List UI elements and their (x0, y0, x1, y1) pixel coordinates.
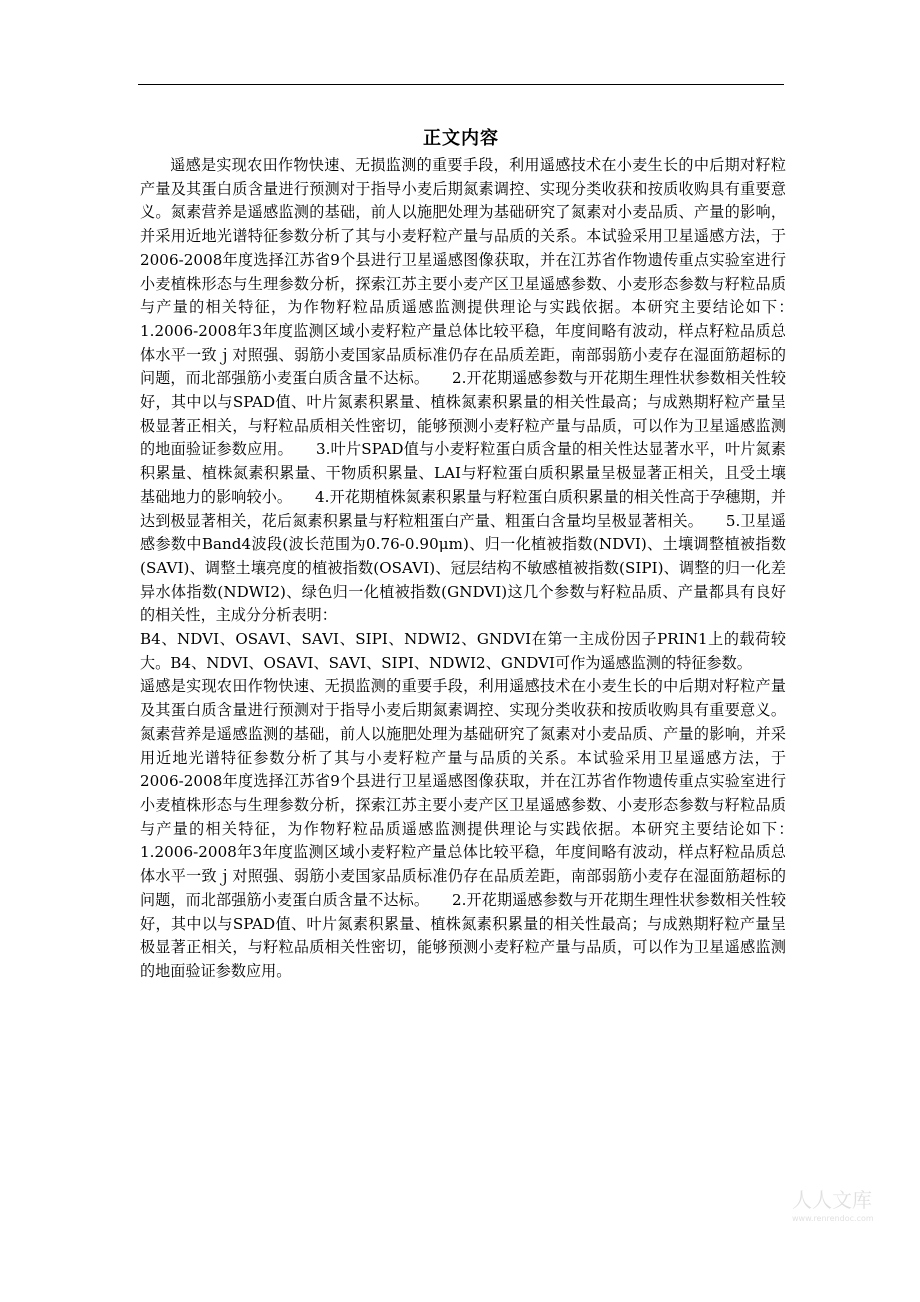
body-text (140, 154, 817, 984)
paragraph: 遥感是实现农田作物快速、无损监测的重要手段，利用遥感技术在小麦生长的中后期对籽粒产量及其蛋白质含量进行预测对于指导小麦后期氮素调控、实现分类收获和按质收购具有重要意义。氮素营养是遥感监测的基础，前人以施肥处理为基础研究了氮素对小麦品质、产量的影响，并采用近地光谱特征参数分析了其与小麦籽粒产量与品质的关系。本试验采用卫星遥感方法，于2006-2008年度选择江苏省9个县进行卫星遥感图像获取，并在江苏省作物遗传重点实验室进行小麦植株形态与生理参数分析，探索江苏主要小麦产区卫星遥感参数、小麦形态参数与籽粒品质与产量的相关特征，为作物籽粒品质遥感监测提供理论与实践依据。本研究主要结论如下： 1.2006-2008年3年度监测区域小麦籽粒产量总体比较平稳，年度间略有波动，样点籽粒品质总体水平一致ｊ对照强、弱筋小麦国家品质标准仍存在品质差距，南部弱筋小麦存在湿面筋超标的问题，而北部强筋小麦蛋白质含量不达标。 2.开花期遥感参数与开花期生理性状参数相关性较好，其中以与SPAD值、叶片氮素积累量、植株氮素积累量的相关性最高；与成熟期籽粒产量呈极显著正相关，与籽粒品质相关性密切，能够预测小麦籽粒产量与品质，可以作为卫星遥感监测的地面验证参数应用。 3.叶片SPAD值与小麦籽粒蛋白质含量的相关性达显著水平，叶片氮素积累量、植株氮素积累量、干物质积累量、LAI与籽粒蛋白质积累量呈极显著正相关，且受土壤基础地力的影响较小。 4.开花期植株氮素积累量与籽粒蛋白质积累量的相关性高于孕穗期，并达到极显著相关，花后氮素积累量与籽粒粗蛋白产量、粗蛋白含量均呈极显著相关。 5.卫星遥感参数中Band4波段(波长范围为0.76-0.90μm)、归一化植被指数(NDVI)、土壤调整植被指数(SAVI)、调整土壤亮度的植被指数(OSAVI)、冠层结构不敏感植被指数(SIPI)、调整的归一化差异水体指数(NDWI2)、绿色归一化植被指数(GNDVI)这几个参数与籽粒品质、产量都具有良好的相关性，主成分分析表明： (140, 156, 817, 625)
watermark-logo (790, 1185, 890, 1225)
header-rule (138, 84, 784, 85)
paragraph: 遥感是实现农田作物快速、无损监测的重要手段，利用遥感技术在小麦生长的中后期对籽粒产量及其蛋白质含量进行预测对于指导小麦后期氮素调控、实现分类收获和按质收购具有重要意义。氮素营养是遥感监测的基础，前人以施肥处理为基础研究了氮素对小麦品质、产量的影响，并采用近地光谱特征参数分析了其与小麦籽粒产量与品质的关系。本试验采用卫星遥感方法，于2006-2008年度选择江苏省9个县进行卫星遥感图像获取，并在江苏省作物遗传重点实验室进行小麦植株形态与生理参数分析，探索江苏主要小麦产区卫星遥感参数、小麦形态参数与籽粒品质与产量的相关特征，为作物籽粒品质遥感监测提供理论与实践依据。本研究主要结论如下： 1.2006-2008年3年度监测区域小麦籽粒产量总体比较平稳，年度间略有波动，样点籽粒品质总体水平一致ｊ对照强、弱筋小麦国家品质标准仍存在品质差距，南部弱筋小麦存在湿面筋超标的问题，而北部强筋小麦蛋白质含量不达标。 2.开花期遥感参数与开花期生理性状参数相关性较好，其中以与SPAD值、叶片氮素积累量、植株氮素积累量的相关性最高；与成熟期籽粒产量呈极显著正相关，与籽粒品质相关性密切，能够预测小麦籽粒产量与品质，可以作为卫星遥感监测的地面验证参数应用。 (140, 677, 817, 980)
paragraph: B4、NDVI、OSAVI、SAVI、SIPI、NDWI2、GNDVI在第一主成份因子PRIN1上的载荷较大。B4、NDVI、OSAVI、SAVI、SIPI、NDWI2、GNDVI可作为遥感监测的特征参数。 (140, 630, 786, 672)
watermark-url: www.renrendoc.com (792, 1214, 874, 1223)
page-title: 正文内容 (423, 128, 499, 149)
watermark-text: 人人文库 (792, 1188, 872, 1212)
